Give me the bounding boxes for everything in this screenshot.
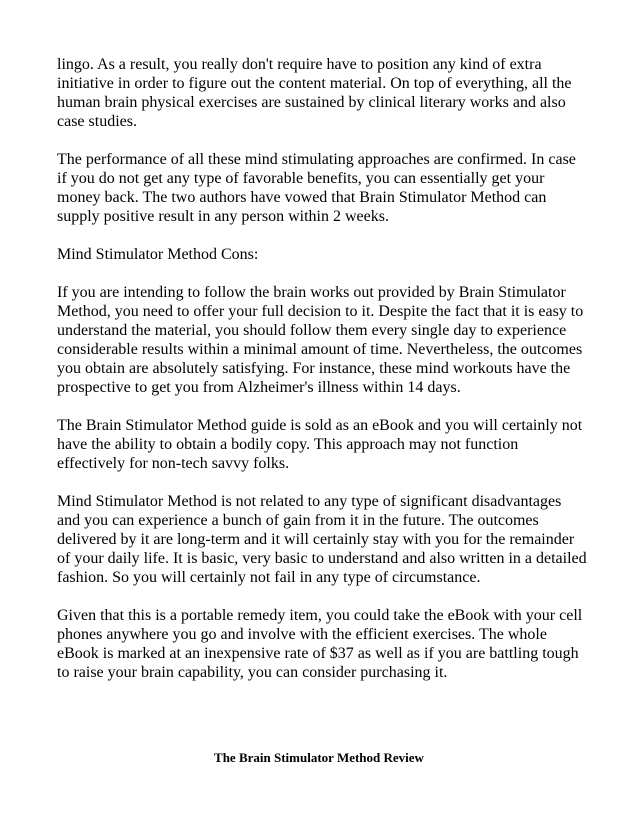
paragraph-lingo: lingo. As a result, you really don't require have to position any kind of extra initiative in order to figure out the content material. On top of everything, all the human brain physical exercises are sustained by clinical literary works and also case studies. [57, 56, 572, 130]
paragraph-cons-heading: Mind Stimulator Method Cons: [57, 246, 259, 263]
paragraph-portable-remedy: Given that this is a portable remedy item, you could take the eBook with your cell phones anywhere you go and involve with the efficient exercises. The whole eBook is marked at an inexpensive rate of $37 as well as if you are battling tough to raise your brain capability, you can consider purchasing it. [57, 607, 583, 681]
page-footer-title: The Brain Stimulator Method Review [214, 750, 424, 765]
paragraph-performance: The performance of all these mind stimulating approaches are confirmed. In case if you do not get any type of favorable benefits, you can essentially get your money back. The two authors have vowed that Brain Stimulator Method can supply positive result in any person within 2 weeks. [57, 151, 576, 225]
paragraph-ebook-guide: The Brain Stimulator Method guide is sold as an eBook and you will certainly not have the ability to obtain a bodily copy. This approach may not function effectively for non-tech savvy folks. [57, 417, 583, 472]
paragraph-intending: If you are intending to follow the brain works out provided by Brain Stimulator Method, you need to offer your full decision to it. Despite the fact that it is easy to understand the material, you should follow them every single day to experience considerable results within a minimal amount of time. Nevertheless, the outcomes you obtain are absolutely satisfying. For instance, these mind workouts have the prospective to get you from Alzheimer's illness within 14 days. [57, 284, 584, 396]
paragraph-disadvantages: Mind Stimulator Method is not related to any type of significant disadvantages and you can experience a bunch of gain from it in the future. The outcomes delivered by it are long-term and it will certainly stay with you for the remainder of your daily life. It is basic, very basic to understand and also written in a detailed fashion. So you will certainly not fail in any type of circumstance. [57, 493, 587, 586]
document-body [57, 55, 587, 682]
